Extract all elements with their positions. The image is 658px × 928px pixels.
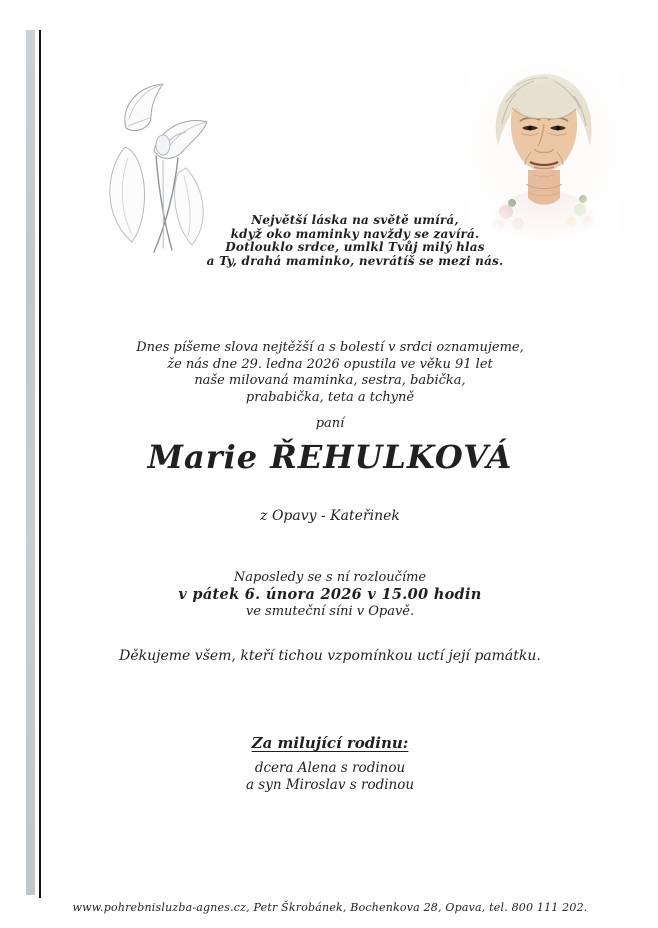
announcement-line: že nás dne 29. ledna 2026 opustila ve věku 91 let [167,356,493,372]
announcement-text [30,340,630,406]
family-heading-text: Za milující rodinu: [251,734,409,752]
poem-line: Dotlouklo srdce, umlkl Tvůj milý hlas [225,240,485,254]
announcement-line: Dnes píšeme slova nejtěžší a s bolestí v srdci oznamujeme, [136,340,524,355]
announcement-line: prababička, teta a tchyně [245,389,415,405]
farewell-date-time: v pátek 6. února 2026 v 15.00 hodin [178,586,482,603]
poem-line: když oko maminky navždy se zavírá. [230,226,480,241]
family-member: a syn Miroslav s rodinou [245,777,415,793]
mourning-poem [155,214,555,268]
farewell-line: Naposledy se s ní rozloučíme [233,570,427,585]
farewell-place: ve smuteční síni v Opavě. [245,604,415,619]
thanks-text: Děkujeme všem, kteří tichou vzpomínkou uctí její památku. [119,648,541,664]
family-member: dcera Alena s rodinou [254,760,406,776]
family-members [30,760,630,794]
deceased-name: Marie ŘEHULKOVÁ [147,438,513,476]
funeral-service-footer: www.pohrebnisluzba-agnes.cz, Petr Škrobánek, Bochenkova 28, Opava, tel. 800 111 202. [72,901,588,914]
portrait-photo [468,66,620,238]
farewell-info [30,569,630,620]
announcement-line: naše milovaná maminka, sestra, babička, [194,373,466,388]
poem-line: a Ty, drahá maminko, nevrátíš se mezi nás. [206,253,504,268]
poem-line: Největší láska na světě umírá, [251,213,459,227]
honorific: paní [315,416,345,431]
family-heading [30,734,630,752]
deceased-origin: z Opavy - Kateřinek [260,508,400,524]
